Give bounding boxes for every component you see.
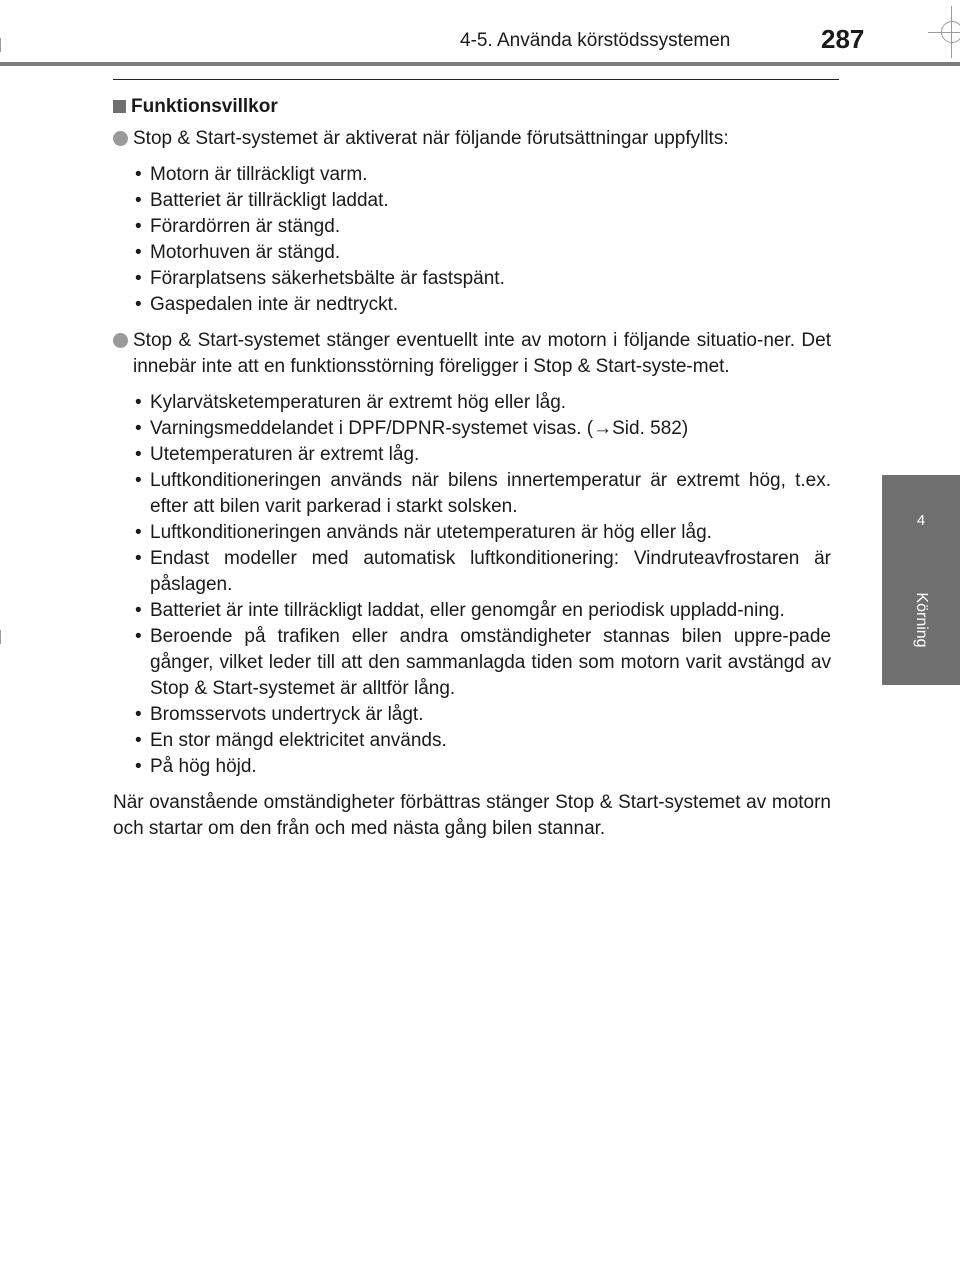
square-bullet-icon xyxy=(113,100,126,113)
section-title: 4-5. Använda körstödssystemen xyxy=(460,30,731,51)
list-item: • Utetemperaturen är extremt låg. xyxy=(133,442,831,468)
condition-paragraph xyxy=(113,126,831,152)
list-item: • Luftkonditioneringen används när utetemperaturen är hög eller låg. xyxy=(133,520,831,546)
condition-list xyxy=(133,162,831,318)
exception-paragraph xyxy=(113,328,831,380)
condition-intro-text: Stop & Start-systemet är aktiverat när följande förutsättningar uppfyllts: xyxy=(133,128,729,149)
crop-mark xyxy=(928,32,960,33)
chapter-number: 4 xyxy=(916,512,926,529)
list-item: • Batteriet är tillräckligt laddat. xyxy=(133,188,831,214)
list-item: • Motorhuven är stängd. xyxy=(133,240,831,266)
list-item: • Luftkonditioneringen används när bilens innertemperatur är extremt hög, t.ex. efter att bilen varit parkerad i starkt solsken. xyxy=(133,468,831,520)
list-item: • Endast modeller med automatisk luftkonditionering: Vindruteavfrostaren är påslagen. xyxy=(133,546,831,598)
crop-mark xyxy=(0,38,1,52)
chapter-tab xyxy=(882,475,960,685)
crop-mark xyxy=(0,630,1,644)
header-bar xyxy=(0,62,960,66)
circle-bullet-icon xyxy=(113,131,128,146)
list-item: • Bromsservots undertryck är lågt. xyxy=(133,702,831,728)
circle-bullet-icon xyxy=(113,333,128,348)
exception-list xyxy=(133,390,831,780)
list-item: • Förardörren är stängd. xyxy=(133,214,831,240)
main-content xyxy=(113,94,831,842)
list-item: • Förarplatsens säkerhetsbälte är fastspänt. xyxy=(133,266,831,292)
list-item: • Motorn är tillräckligt varm. xyxy=(133,162,831,188)
list-item: • Batteriet är inte tillräckligt laddat, eller genomgår en periodisk uppladd-ning. xyxy=(133,598,831,624)
list-item: • Beroende på trafiken eller andra omständigheter stannas bilen uppre-pade gånger, vilket leder till att den sammanlagda tiden som motorn varit avstängd av Stop & Start-systemet är alltför lång. xyxy=(133,624,831,702)
list-item: • På hög höjd. xyxy=(133,754,831,780)
list-item: • Kylarvätsketemperaturen är extremt hög eller låg. xyxy=(133,390,831,416)
exception-intro-text: Stop & Start-systemet stänger eventuellt inte av motorn i följande situatio-ner. Det innebär inte att en funktionsstörning föreligger i Stop & Start-syste-met. xyxy=(133,330,831,377)
closing-paragraph: När ovanstående omständigheter förbättras stänger Stop & Start-systemet av motorn och startar om den från och med nästa gång bilen stannar. xyxy=(113,792,831,839)
subsection-heading xyxy=(113,94,831,120)
section-rule xyxy=(113,79,839,80)
page-number: 287 xyxy=(821,24,865,54)
list-item: • En stor mängd elektricitet används. xyxy=(133,728,831,754)
list-item: • Gaspedalen inte är nedtryckt. xyxy=(133,292,831,318)
list-item: • Varningsmeddelandet i DPF/DPNR-systemet visas. (→Sid. 582) xyxy=(133,416,831,442)
subsection-heading-text: Funktionsvillkor xyxy=(131,96,278,117)
chapter-label: Körning xyxy=(913,592,930,648)
